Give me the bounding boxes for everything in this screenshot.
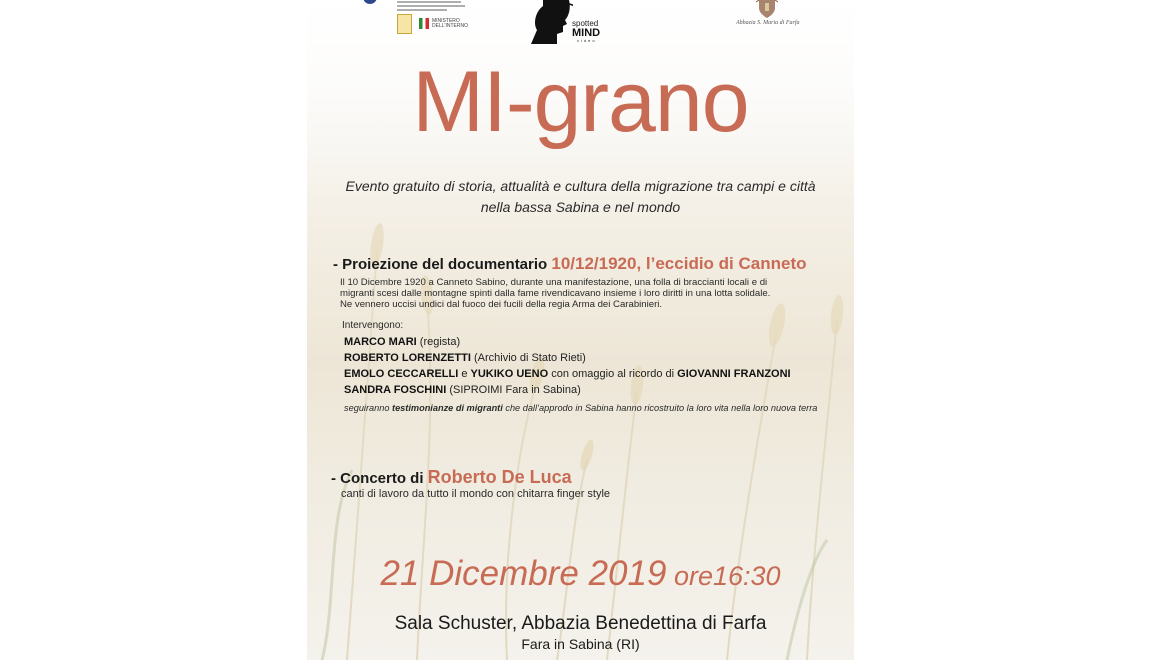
- documentary-description: [340, 277, 840, 310]
- speaker-connector: con omaggio al ricordo di: [548, 368, 678, 380]
- speaker-role: (regista): [416, 336, 461, 348]
- subtitle-line: Evento gratuito di storia, attualità e cultura della migrazione tra campi e città: [345, 178, 816, 194]
- speakers-label: Intervengono:: [342, 320, 404, 331]
- speaker-name: GIOVANNI FRANZONI: [677, 368, 791, 380]
- speaker-name: EMOLO CECCARELLI: [344, 368, 459, 380]
- concert-prefix: - Concerto di: [331, 470, 428, 487]
- speaker-item: [344, 334, 849, 350]
- event-time: ore16:30: [666, 561, 781, 591]
- siproimi-logo-icon: [397, 14, 412, 34]
- concert-heading: [331, 466, 572, 490]
- abbey-logo: [732, 0, 802, 30]
- event-poster: [307, 0, 854, 660]
- note-text: che dall’approdo in Sabina hanno ricostruito la loro vita nella loro nuova terra: [502, 403, 818, 413]
- description-line: Ne vennero uccisi undici dal fuoco dei fucili della regia Arma dei Carabinieri.: [340, 299, 663, 310]
- speaker-item: [344, 382, 849, 398]
- testimonies-note: [344, 402, 854, 414]
- video-label: video: [577, 38, 597, 43]
- speaker-item: [344, 366, 849, 382]
- partner-logos-left: [335, 0, 468, 40]
- concert-performer: Roberto De Luca: [427, 467, 572, 487]
- speakers-list: [344, 334, 849, 398]
- note-emphasis: testimonianze di migranti: [392, 403, 503, 413]
- mind-label: MIND: [572, 27, 601, 39]
- event-subtitle: [327, 176, 834, 218]
- speaker-name: MARCO MARI: [344, 336, 417, 348]
- abbey-crest-icon: [756, 0, 778, 18]
- ministry-label: MINISTERO DELL'INTERNO: [432, 18, 468, 29]
- documentary-title: 10/12/1920, l’eccidio di Canneto: [551, 254, 807, 273]
- speaker-name: SANDRA FOSCHINI: [344, 384, 447, 396]
- note-text: seguiranno: [344, 403, 393, 413]
- spotted-label: spotted: [572, 19, 599, 28]
- event-title: MI-grano: [412, 54, 749, 150]
- event-date: [307, 552, 854, 603]
- documentary-prefix: - Proiezione del documentario: [333, 256, 552, 273]
- speaker-name: YUKIKO UENO: [470, 368, 549, 380]
- subtitle-line: nella bassa Sabina e nel mondo: [480, 199, 681, 215]
- speaker-role: (SIPROIMI Fara in Sabina): [446, 384, 581, 396]
- italian-flag-icon: [419, 18, 429, 29]
- head-silhouette-icon: [529, 0, 573, 44]
- speaker-role: (Archivio di Stato Rieti): [470, 352, 586, 364]
- event-place: Fara in Sabina (RI): [521, 636, 640, 652]
- abbey-label: Abbazia S. Maria di Farfa: [736, 20, 800, 26]
- event-date-day: 21 Dicembre 2019: [380, 554, 667, 593]
- description-line: migranti scesi dalle montagne spinti dalla fame rivendicavano insieme i loro diritti in una lotta solidale.: [340, 288, 771, 299]
- speaker-name: ROBERTO LORENZETTI: [344, 352, 471, 364]
- concert-description: canti di lavoro da tutto il mondo con chitarra finger style: [341, 488, 611, 500]
- description-line: Il 10 Dicembre 1920 a Canneto Sabino, durante una manifestazione, una folla di braccianti locali e di: [340, 277, 768, 288]
- spotted-mind-logo: [529, 0, 619, 44]
- speaker-connector: e: [458, 368, 471, 380]
- speaker-item: [344, 350, 849, 366]
- documentary-heading: [333, 254, 806, 275]
- blue-seal-icon: [363, 0, 377, 4]
- event-venue: Sala Schuster, Abbazia Benedettina di Farfa: [394, 613, 767, 634]
- program-text-lines: [397, 0, 467, 13]
